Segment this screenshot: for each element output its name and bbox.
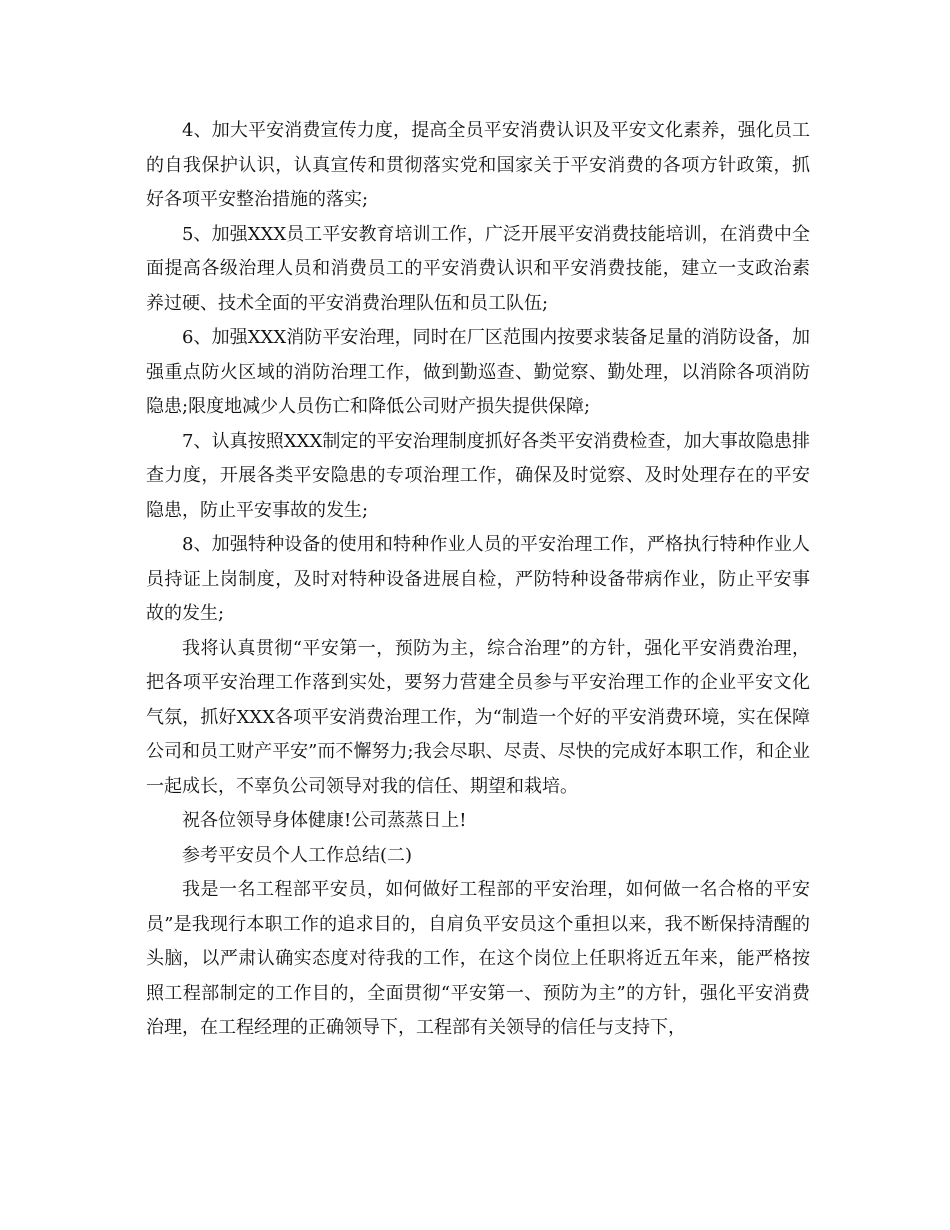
paragraph-item-5: 5、加强XXX员工平安教育培训工作，广泛开展平安消费技能培训，在消费中全面提高各级治理人员和消费员工的平安消费认识和平安消费技能，建立一支政治素养过硬、技术全面的平安消费治理队伍和员工队伍; — [146, 223, 810, 314]
paragraph-commitment: 我将认真贯彻“平安第一，预防为主，综合治理”的方针，强化平安消费治理，把各项平安治理工作落到实处，要努力营建全员参与平安治理工作的企业平安文化气氛，抓好XXX各项平安消费治理工作，为“制造一个好的平安消费环境，实在保障公司和员工财产平安”而不懈努力;我会尽职、尽责、尽快的完成好本职工作，和企业一起成长，不辜负公司领导对我的信任、期望和栽培。 — [146, 637, 810, 797]
document-body — [146, 114, 810, 1046]
paragraph-item-7: 7、认真按照XXX制定的平安治理制度抓好各类平安消费检查，加大事故隐患排查力度，开展各类平安隐患的专项治理工作，确保及时觉察、及时处理存在的平安隐患，防止平安事故的发生; — [146, 430, 810, 521]
paragraph-intro: 我是一名工程部平安员，如何做好工程部的平安治理，如何做一名合格的平安员”是我现行本职工作的追求目的，自肩负平安员这个重担以来，我不断保持清醒的头脑，以严肃认确实态度对待我的工作，在这个岗位上任职将近五年来，能严格按照工程部制定的工作目的，全面贯彻“平安第一、预防为主”的方针，强化平安消费治理，在工程经理的正确领导下，工程部有关领导的信任与支持下， — [146, 879, 810, 1038]
paragraph-item-4: 4、加大平安消费宣传力度，提高全员平安消费认识及平安文化素养，强化员工的自我保护认识，认真宣传和贯彻落实党和国家关于平安消费的各项方针政策，抓好各项平安整治措施的落实; — [146, 120, 810, 210]
paragraph-item-6: 6、加强XXX消防平安治理，同时在厂区范围内按要求装备足量的消防设备，加强重点防火区域的消防治理工作，做到勤巡查、勤觉察、勤处理，以消除各项消防隐患;限度地减少人员伤亡和降低公司财产损失提供保障; — [146, 327, 810, 417]
paragraph-item-8: 8、加强特种设备的使用和特种作业人员的平安治理工作，严格执行特种作业人员持证上岗制度，及时对特种设备进展自检，严防特种设备带病作业，防止平安事故的发生; — [146, 534, 810, 624]
paragraph-wishes: 祝各位领导身体健康!公司蒸蒸日上! — [182, 810, 467, 831]
section-heading: 参考平安员个人工作总结(二) — [182, 844, 413, 866]
